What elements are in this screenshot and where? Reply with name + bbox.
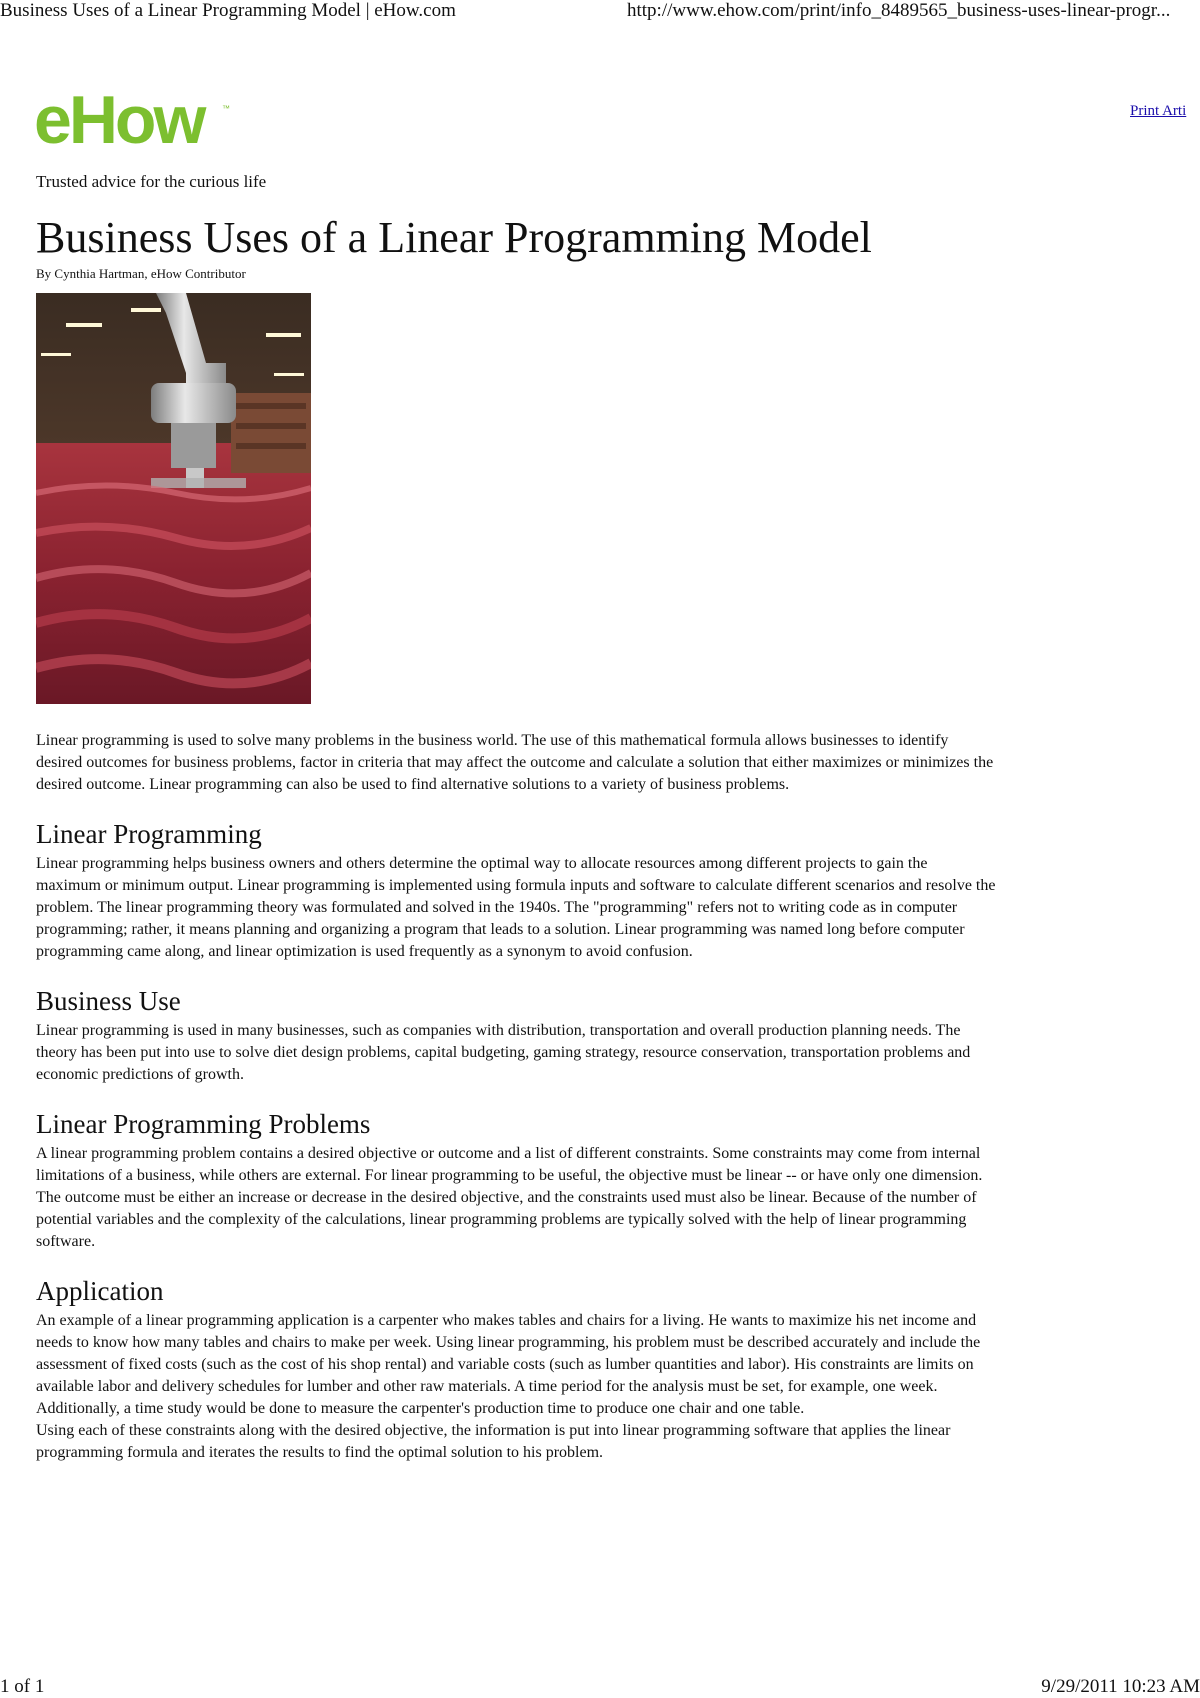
intro-paragraph: Linear programming is used to solve many problems in the business world. The use of this mathematical formula allows businesses to identify desired outcomes for business problems, factor in criteria that may affect the outcome and calculate a solution that either maximizes or minimizes the desired outcome. Linear programming can also be used to find alternative solutions to a variety of business problems. [36, 732, 994, 793]
section-paragraph: Linear programming helps business owners and others determine the optimal way to allocate resources among different projects to gain the maximum or minimum output. Linear programming is implemented using formula inputs and software to calculate different scenarios and resolve the problem. The linear programming theory was formulated and solved in the 1940s. The "programming" refers not to writing code as in computer programming; rather, it means planning and organizing a program that leads to a solution. Linear programming was named long before computer programming came along, and linear optimization is used frequently as a synonym to avoid confusion. [36, 855, 996, 960]
article-body [36, 730, 996, 1464]
section-paragraph: A linear programming problem contains a desired objective or outcome and a list of different constraints. Some constraints may come from internal limitations of a business, while others are external. For linear programming to be useful, the objective must be linear -- or have only one dimension. The outcome must be either an increase or decrease in the desired objective, and the constraints used must also be linear. Because of the number of potential variables and the complexity of the calculations, linear programming problems are typically solved with the help of linear programming software. [36, 1145, 983, 1250]
factory-machine-photo [36, 293, 311, 704]
site-tagline: Trusted advice for the curious life [36, 172, 267, 191]
article-byline: By Cynthia Hartman, eHow Contributor [36, 266, 246, 281]
section-paragraph: An example of a linear programming application is a carpenter who makes tables and chairs for a living. He wants to maximize his net income and needs to know how many tables and chairs to make per week. Using linear programming, his problem must be described accurately and include the assessment of fixed costs (such as the cost of his shop rental) and variable costs (such as lumber quantities and labor). His constraints are limits on available labor and delivery schedules for lumber and other raw materials. A time period for the analysis must be set, for example, one week. Additionally, a time study would be done to measure the carpenter's production time to produce one chair and one table. [36, 1312, 981, 1417]
section-heading: Application [36, 1276, 164, 1306]
article-title: Business Uses of a Linear Programming Model [36, 213, 872, 262]
section-paragraph: Linear programming is used in many businesses, such as companies with distribution, transportation and overall production planning needs. The theory has been put into use to solve diet design problems, capital budgeting, gaming strategy, resource conservation, transportation problems and economic predictions of growth. [36, 1022, 971, 1083]
print-article-link[interactable]: Print Arti [1130, 103, 1187, 119]
section-heading: Business Use [36, 986, 181, 1016]
ehow-logo[interactable]: eHow [34, 82, 204, 158]
print-timestamp: 9/29/2011 10:23 AM [1041, 1676, 1200, 1697]
section-heading: Linear Programming Problems [36, 1109, 371, 1139]
print-header-url: http://www.ehow.com/print/info_8489565_business-uses-linear-progr... [627, 0, 1171, 21]
trademark-mark: ™ [222, 104, 230, 113]
section-paragraph: Using each of these constraints along with the desired objective, the information is put into linear programming software that applies the linear programming formula and iterates the results to find the optimal solution to his problem. [36, 1422, 951, 1461]
print-header-title: Business Uses of a Linear Programming Model | eHow.com [0, 0, 456, 21]
section-heading: Linear Programming [36, 819, 262, 849]
page-count: 1 of 1 [0, 1676, 45, 1697]
